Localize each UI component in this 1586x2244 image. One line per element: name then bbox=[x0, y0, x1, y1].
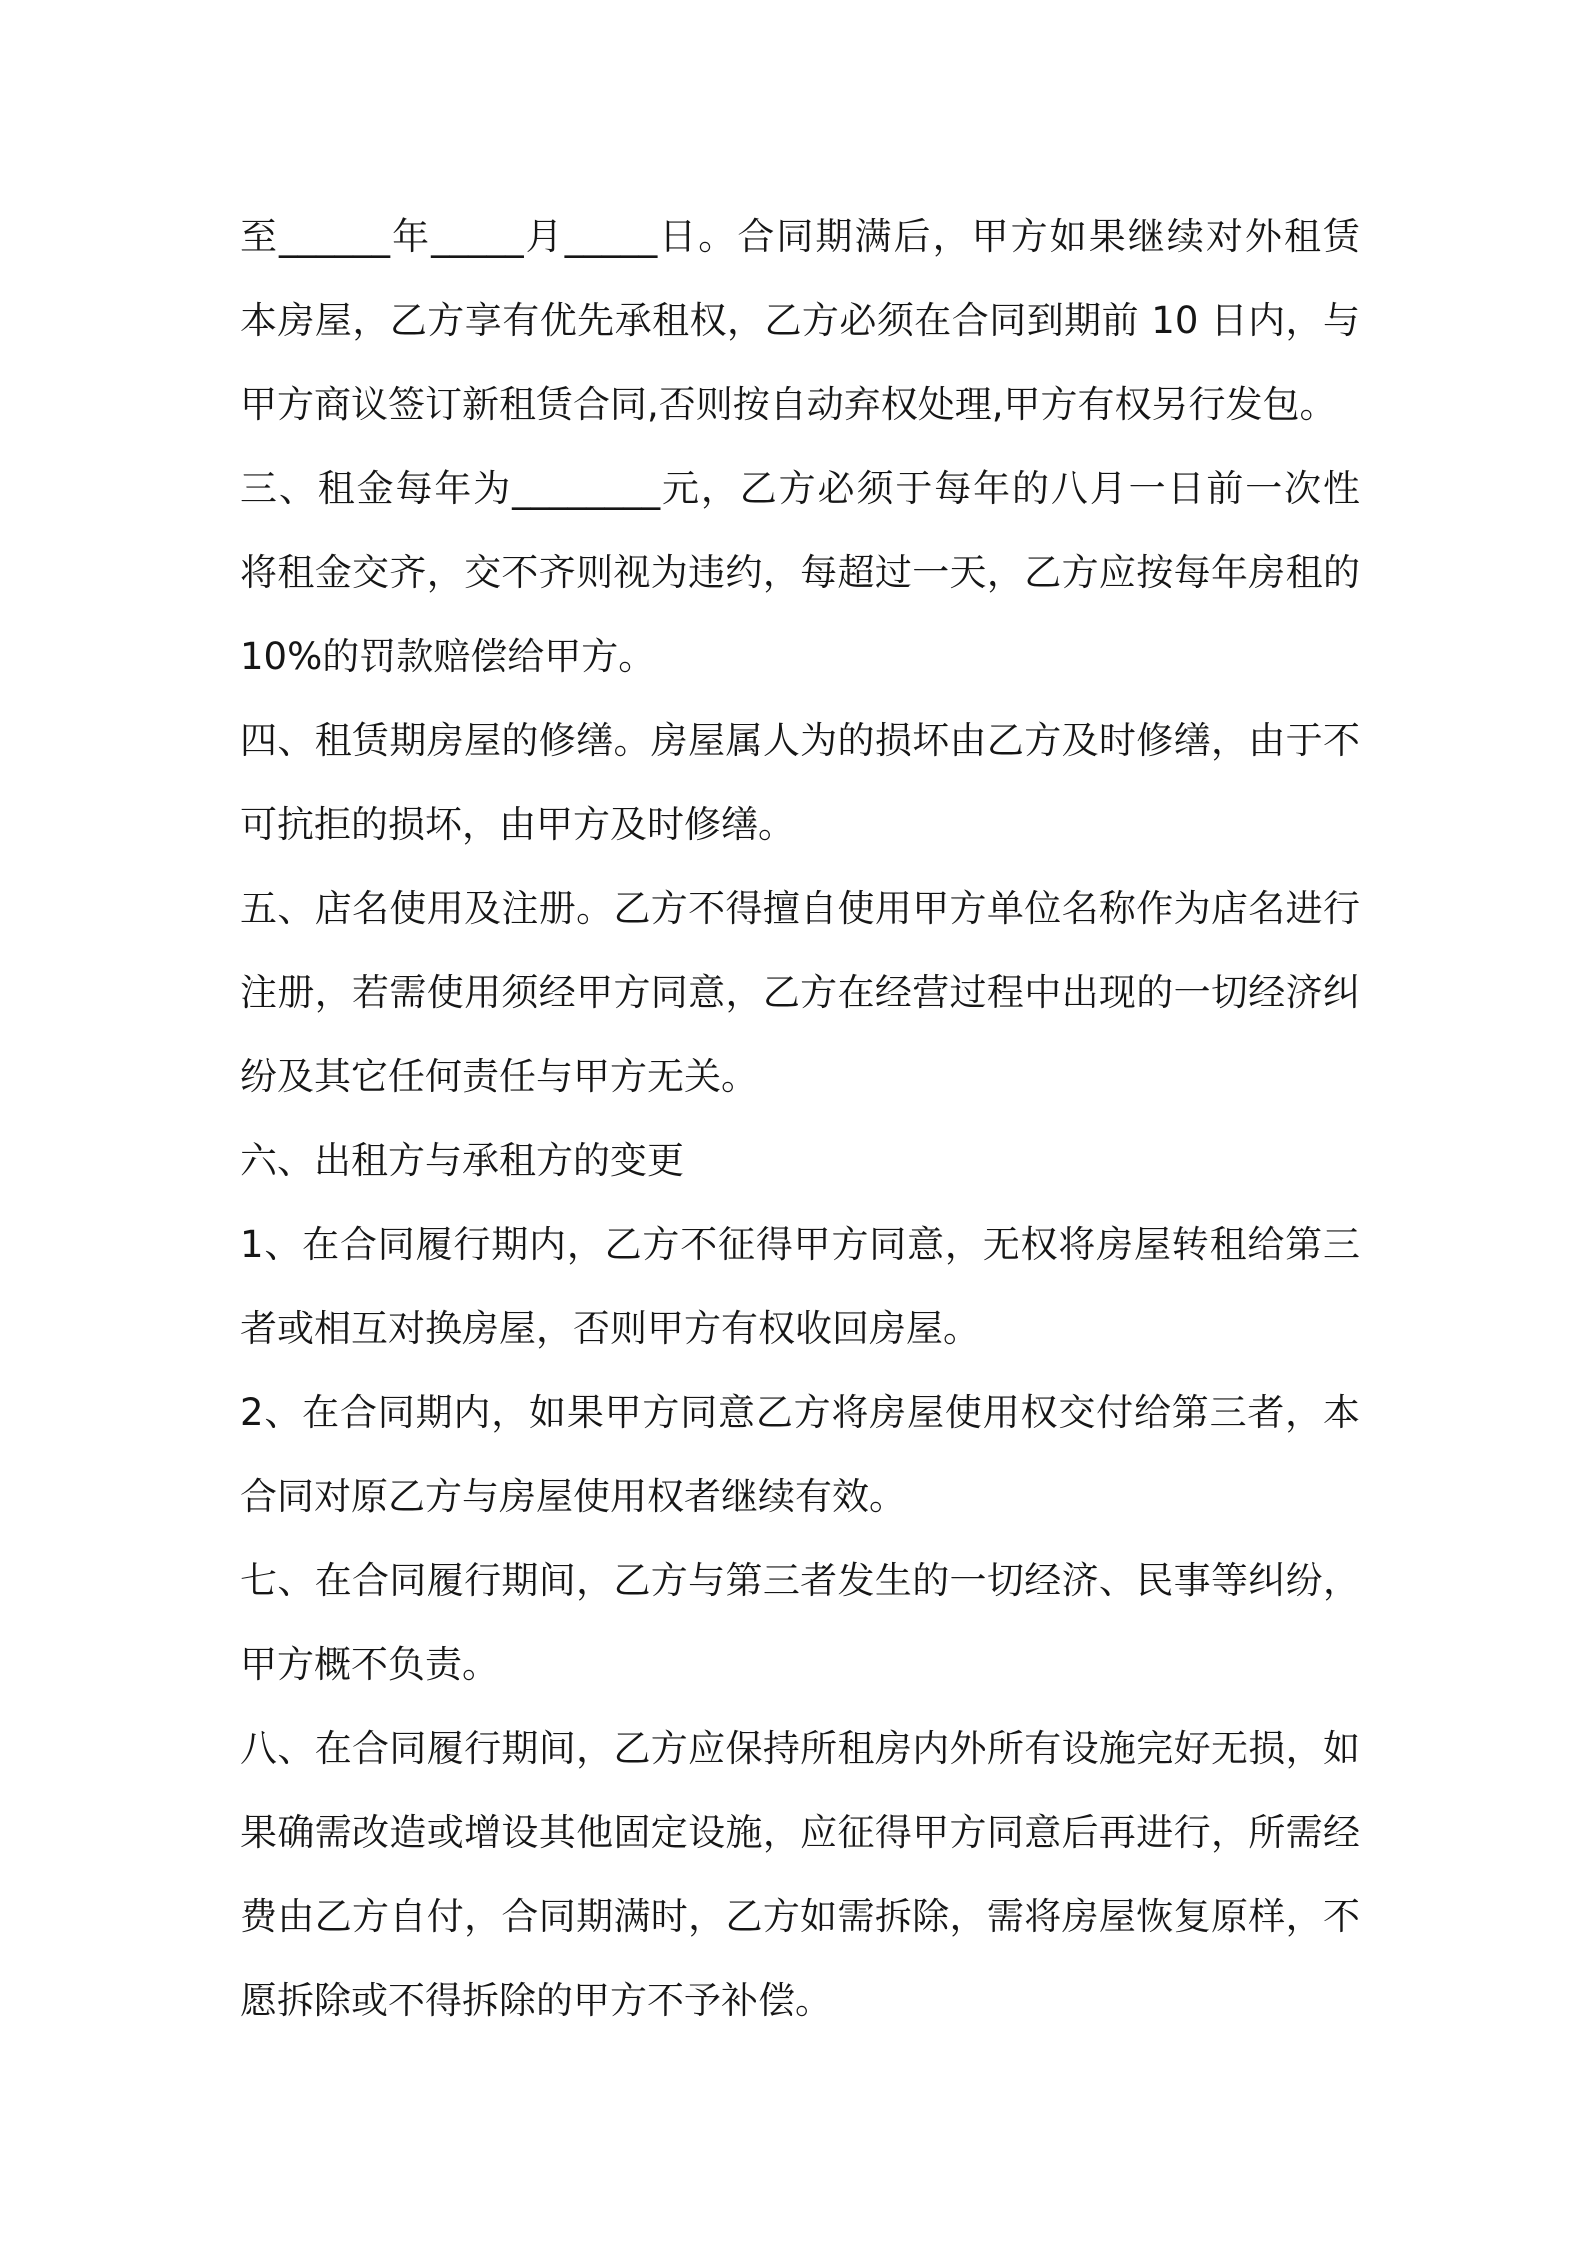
text-line: 三、租金每年为________元，乙方必须于每年的八月一日前一次性 bbox=[240, 467, 1360, 510]
text-line: 愿拆除或不得拆除的甲方不予补偿。 bbox=[240, 1979, 832, 2022]
text-line: 七、在合同履行期间，乙方与第三者发生的一切经济、民事等纠纷， bbox=[240, 1559, 1360, 1602]
text-line: 八、在合同履行期间，乙方应保持所租房内外所有设施完好无损，如 bbox=[240, 1727, 1360, 1770]
text-line: 2、在合同期内，如果甲方同意乙方将房屋使用权交付给第三者，本 bbox=[240, 1391, 1360, 1434]
text-line: 四、租赁期房屋的修缮。房屋属人为的损坏由乙方及时修缮，由于不 bbox=[240, 719, 1360, 762]
text-line: 六、出租方与承租方的变更 bbox=[240, 1139, 684, 1182]
document-body bbox=[240, 195, 1360, 2043]
text-line: 合同对原乙方与房屋使用权者继续有效。 bbox=[240, 1475, 906, 1518]
text-line: 费由乙方自付，合同期满时，乙方如需拆除，需将房屋恢复原样，不 bbox=[240, 1895, 1360, 1938]
text-line: 甲方概不负责。 bbox=[240, 1643, 499, 1686]
text-line: 1、在合同履行期内，乙方不征得甲方同意，无权将房屋转租给第三 bbox=[240, 1223, 1360, 1266]
text-line: 五、店名使用及注册。乙方不得擅自使用甲方单位名称作为店名进行 bbox=[240, 887, 1360, 930]
text-line: 可抗拒的损坏，由甲方及时修缮。 bbox=[240, 803, 795, 846]
text-line: 至______年_____月_____日。合同期满后，甲方如果继续对外租赁 bbox=[240, 215, 1360, 258]
text-line: 本房屋，乙方享有优先承租权，乙方必须在合同到期前 10 日内，与 bbox=[240, 299, 1360, 342]
text-line: 将租金交齐，交不齐则视为违约，每超过一天，乙方应按每年房租的 bbox=[240, 551, 1360, 594]
text-line: 纷及其它任何责任与甲方无关。 bbox=[240, 1055, 758, 1098]
text-line: 者或相互对换房屋，否则甲方有权收回房屋。 bbox=[240, 1307, 980, 1350]
text-line: 甲方商议签订新租赁合同,否则按自动弃权处理,甲方有权另行发包。 bbox=[240, 383, 1337, 426]
text-line: 10%的罚款赔偿给甲方。 bbox=[240, 635, 656, 678]
text-line: 果确需改造或增设其他固定设施，应征得甲方同意后再进行，所需经 bbox=[240, 1811, 1360, 1854]
text-line: 注册，若需使用须经甲方同意，乙方在经营过程中出现的一切经济纠 bbox=[240, 971, 1360, 1014]
